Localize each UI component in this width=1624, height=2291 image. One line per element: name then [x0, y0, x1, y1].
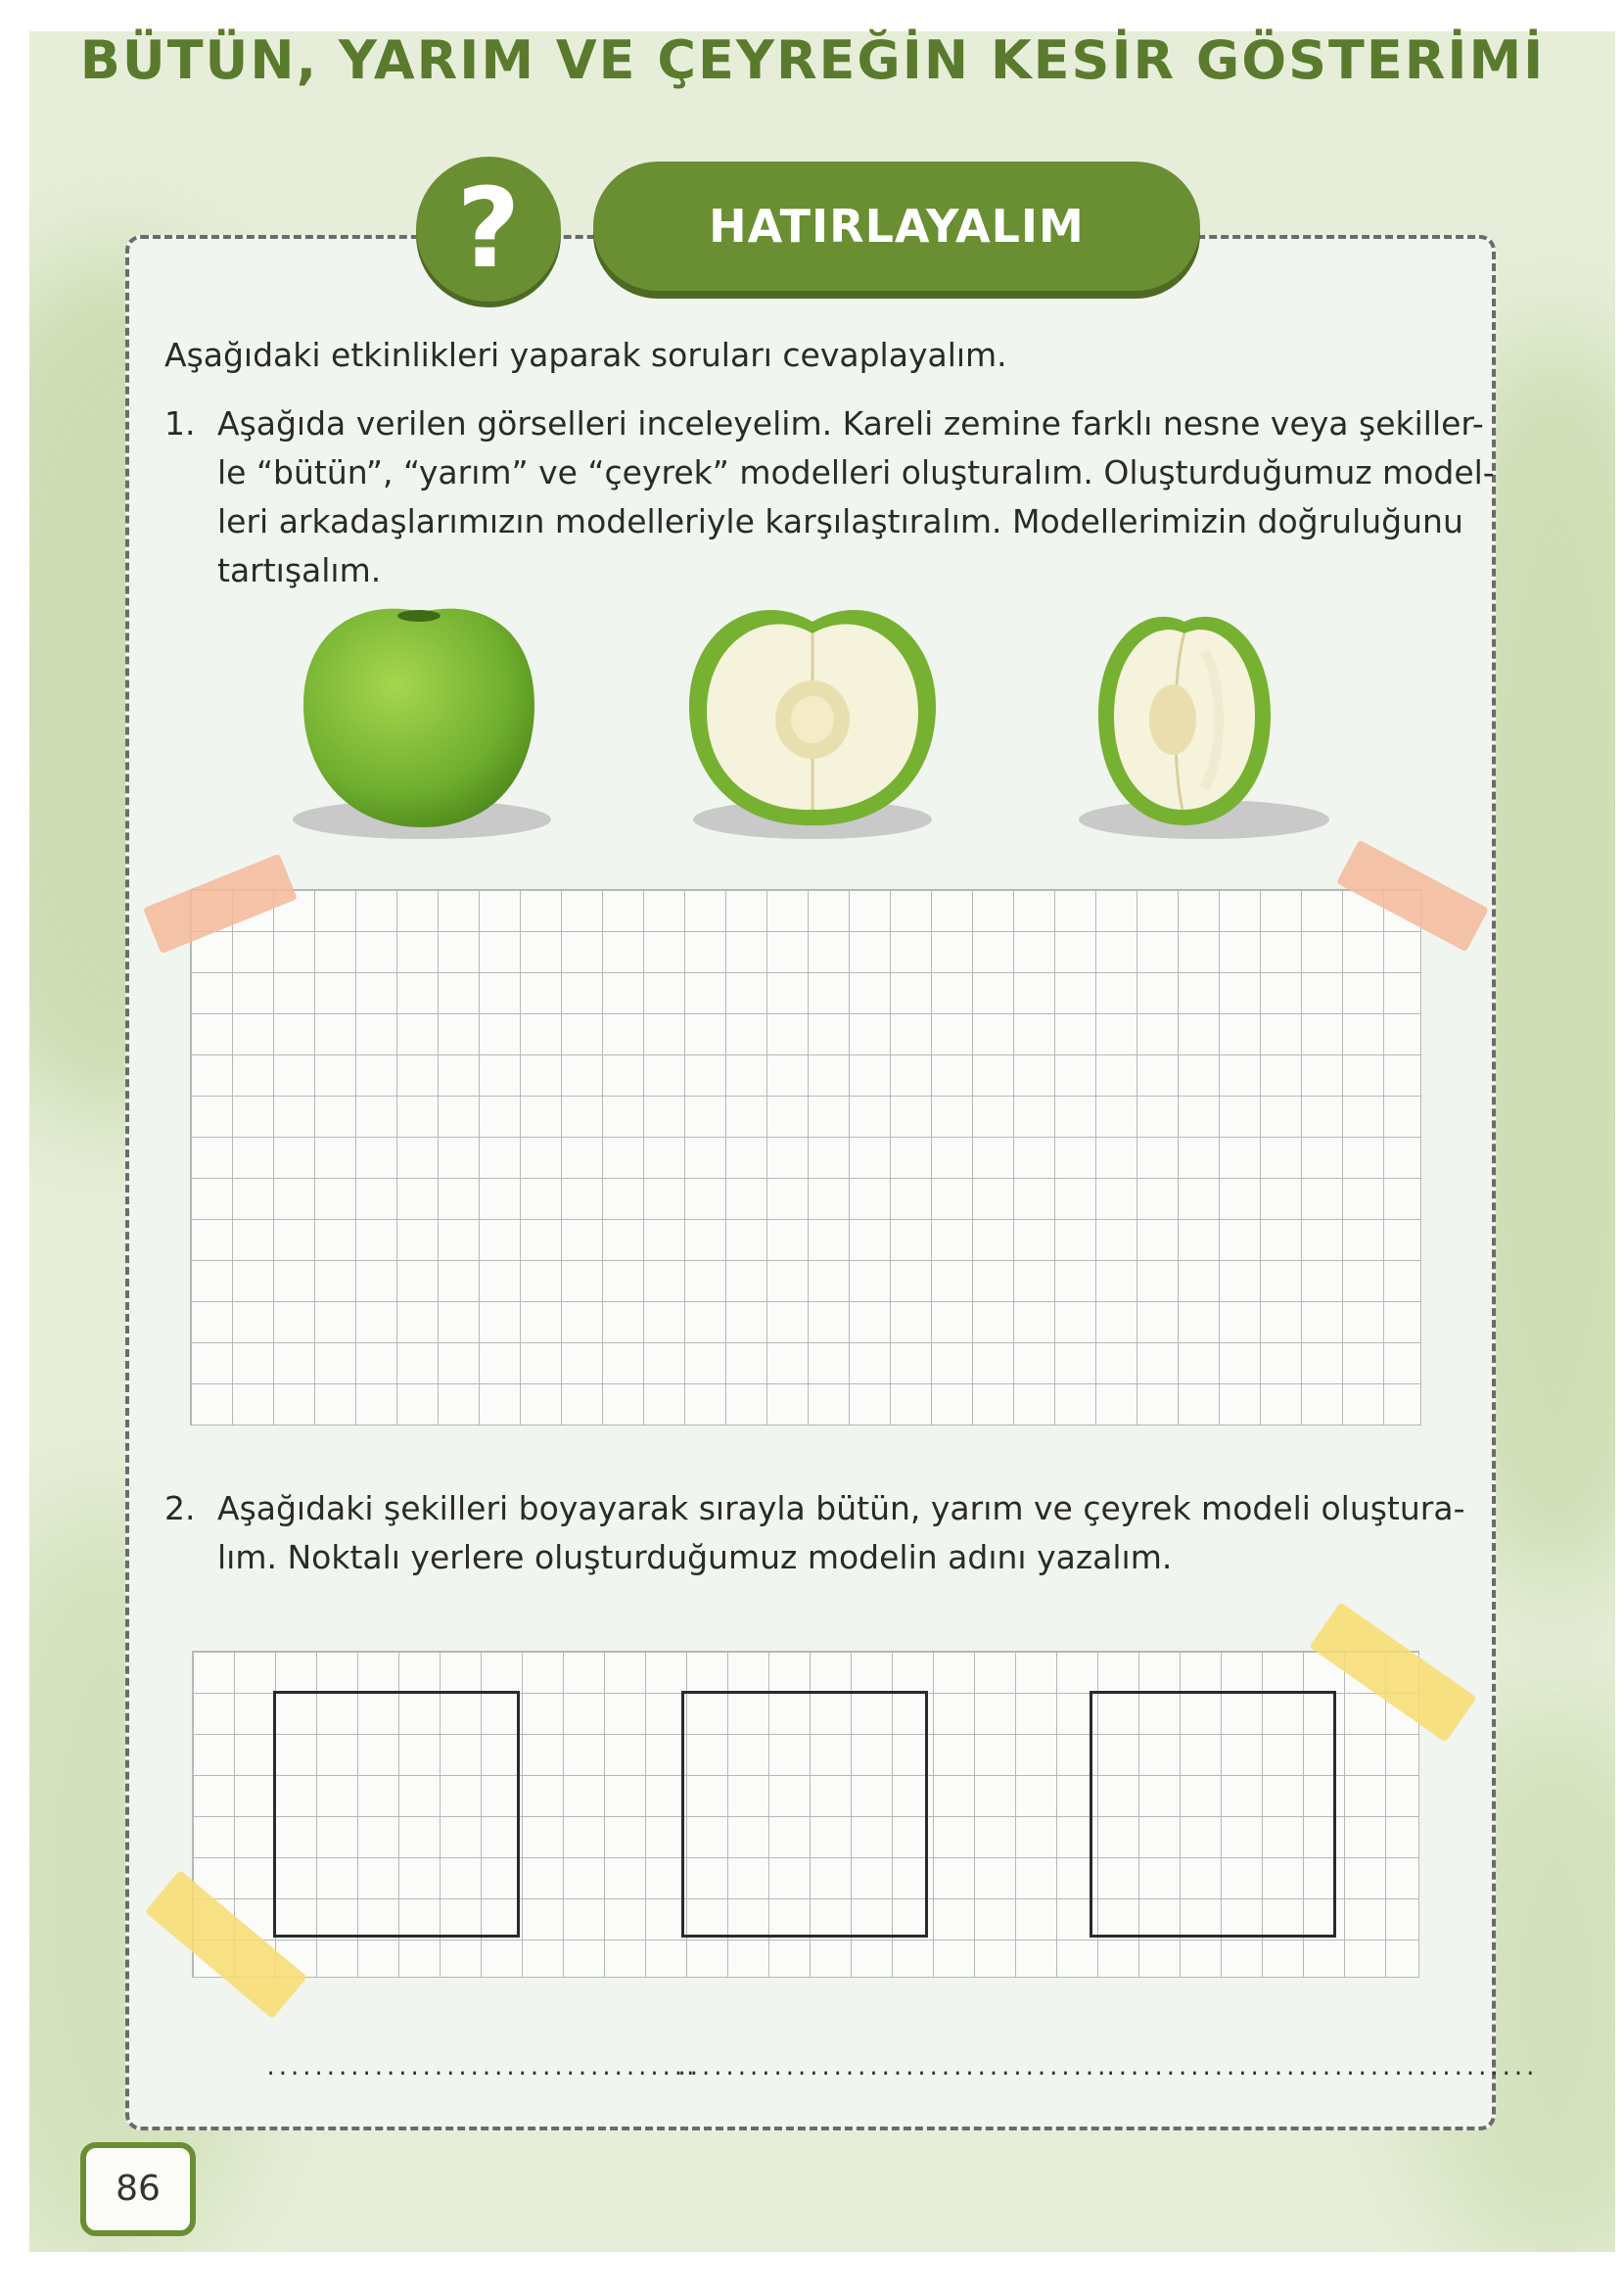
task1-line: le “bütün”, “yarım” ve “çeyrek” modelleri oluşturalım. Oluşturduğumuz model- — [217, 453, 1495, 491]
task1-number: 1. — [164, 404, 196, 443]
half-apple-image — [675, 592, 950, 847]
grid-area-1 — [190, 889, 1421, 1426]
task1-line: Aşağıda verilen görselleri inceleyelim. Kareli zemine farklı nesne veya şekiller- — [217, 404, 1484, 443]
answer-blank-2[interactable]: .................................... — [675, 2056, 1107, 2081]
task2-line: lım. Noktalı yerlere oluşturduğumuz modelin adını yazalım. — [217, 1538, 1173, 1576]
page-number: 86 — [80, 2142, 196, 2236]
quarter-apple-image — [1057, 592, 1331, 847]
intro-text: Aşağıdaki etkinlikleri yaparak soruları cevaplayalım. — [164, 336, 1007, 374]
coloring-square-half[interactable] — [681, 1691, 928, 1938]
coloring-square-whole[interactable] — [273, 1691, 520, 1938]
task2-number: 2. — [164, 1489, 196, 1527]
task1-line: tartışalım. — [217, 551, 382, 589]
page-title: BÜTÜN, YARIM VE ÇEYREĞİN KESİR GÖSTERİMİ — [79, 29, 1546, 91]
section-label: HATIRLAYALIM — [593, 162, 1200, 291]
question-mark-icon: ? — [416, 157, 561, 302]
whole-apple-image — [290, 592, 554, 847]
answer-blank-3[interactable]: .................................... — [1104, 2056, 1536, 2081]
task2-line: Aşağıdaki şekilleri boyayarak sırayla bütün, yarım ve çeyrek modeli oluştura- — [217, 1489, 1465, 1527]
coloring-square-quarter[interactable] — [1090, 1691, 1336, 1938]
answer-blank-1[interactable]: .................................... — [264, 2056, 696, 2081]
task1-line: leri arkadaşlarımızın modelleriyle karşılaştıralım. Modellerimizin doğruluğunu — [217, 502, 1463, 540]
